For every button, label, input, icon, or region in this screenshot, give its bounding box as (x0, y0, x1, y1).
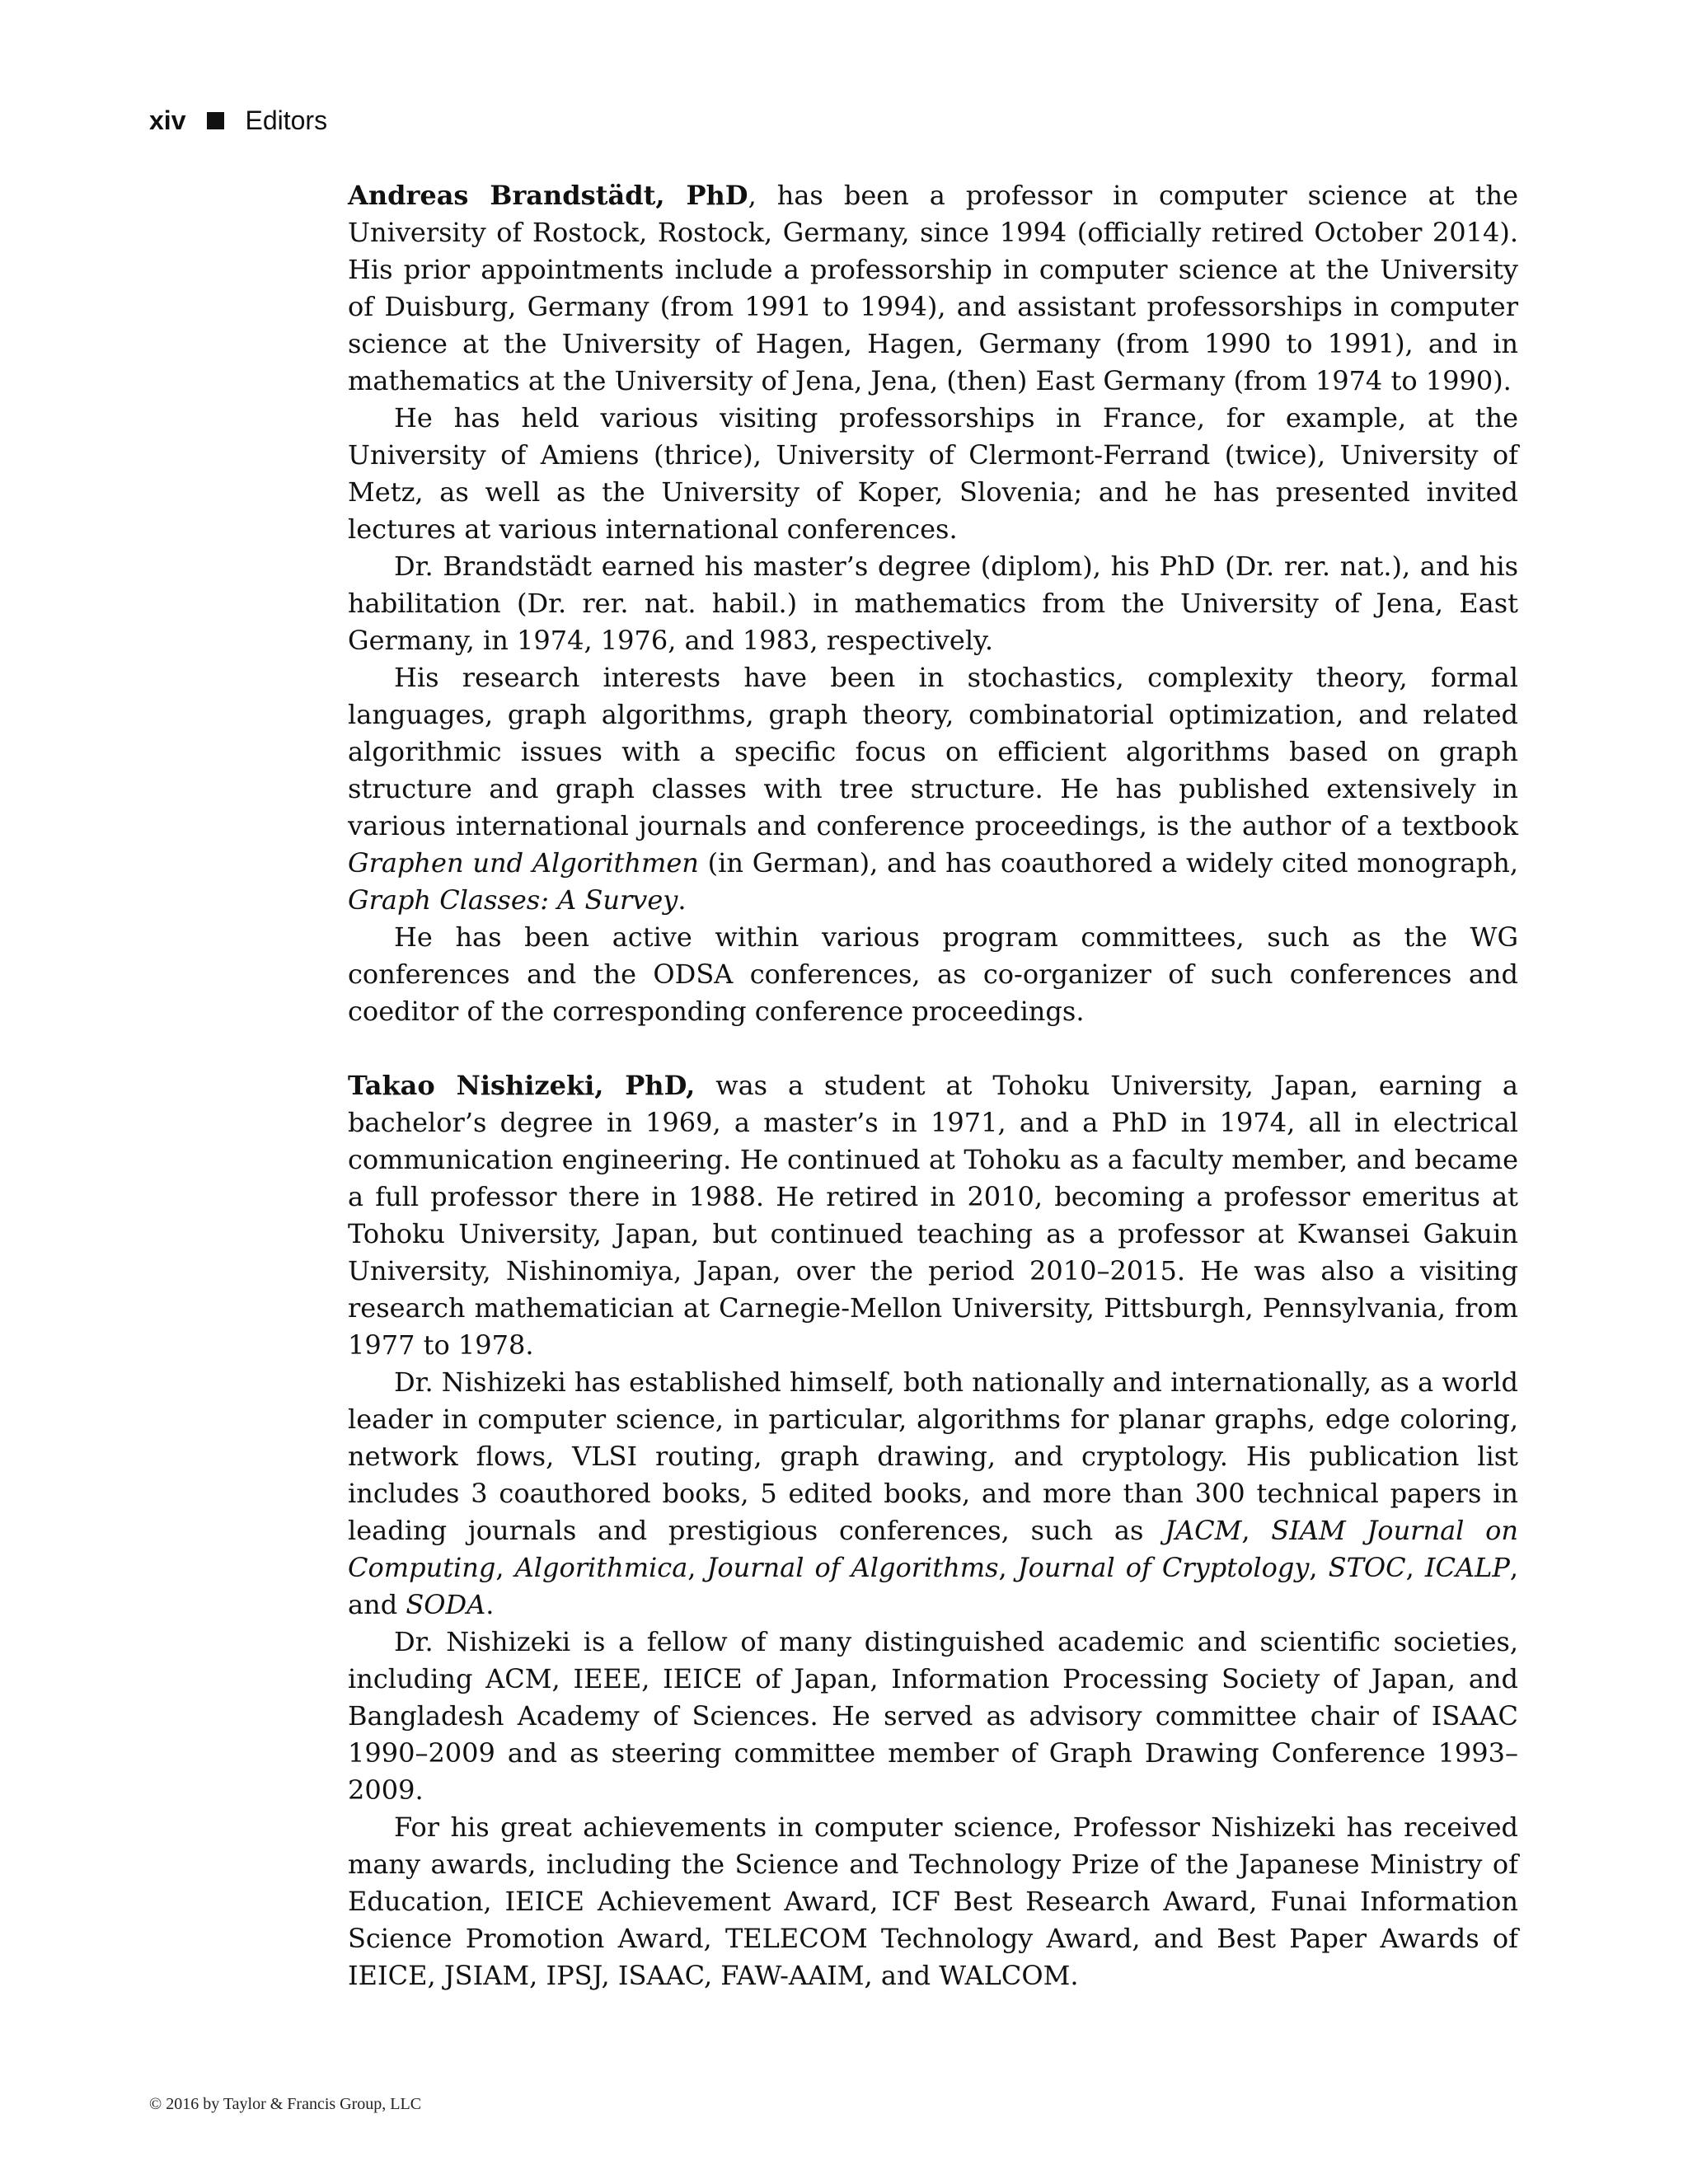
section-title: Editors (245, 105, 328, 135)
editors-content (348, 177, 1518, 1994)
bio-text: . (485, 1589, 495, 1620)
bio-paragraph (348, 659, 1518, 919)
bio-paragraph (348, 177, 1518, 400)
venue-name: Journal of Cryptology (1017, 1552, 1310, 1583)
venue-name: STOC (1328, 1552, 1406, 1583)
black-square-icon (207, 112, 224, 129)
bio-text: His research interests have been in stochastics, complexity theory, formal languages, graph algorithms, graph theory, combinatorial optimization, and related algorithmic issues with a specific focus on efficient algorithms based on graph structure and graph classes with tree structure. He has published extensively in various international journals and conference proceedings, is the author of a textbook (348, 662, 1518, 841)
bio-paragraph: He has held various visiting professorships in France, for example, at the University of Amiens (thrice), University of Clermont-Ferrand (twice), University of Metz, as well as the University of Koper, Slovenia; and he has presented invited lectures at various international conferences. (348, 402, 1518, 545)
bio-paragraph: Dr. Nishizeki has established himself, both nationally and internationally, as a world leader in computer science, in particular, algorithms for planar graphs, edge coloring, network flows, VLSI routing, graph drawing, and cryptology. His publication list includes 3 coauthored books, 5 edited books, and more than 300 technical papers in leading journals and prestigious conferences, such as JACM, SIAM Journal on Computing, Algorithmica, Journal of Algorithms, Journal of Cryptology, STOC, ICALP, and SODA. (348, 1366, 1519, 1620)
bio-nishizeki (348, 1067, 1518, 1994)
running-head (149, 104, 327, 137)
bio-name: Takao Nishizeki, PhD, (348, 1070, 696, 1101)
venue-name: ICALP (1424, 1552, 1510, 1583)
copyright-footer: © 2016 by Taylor & Francis Group, LLC (149, 2095, 422, 2113)
bio-paragraph (348, 1067, 1518, 1364)
book-title: Graph Classes: A Survey (348, 884, 678, 916)
bio-paragraph: Dr. Nishizeki is a fellow of many distinguished academic and scientific societies, including ACM, IEEE, IEICE of Japan, Information Processing Society of Japan, and Bangladesh Academy of Sciences. He served as advisory committee chair of ISAAC 1990–2009 and as steering committee member of Graph Drawing Conference 1993–2009. (348, 1626, 1518, 1806)
venue-name: SIAM Journal on Computing (348, 1515, 1519, 1583)
venue-name: JACM (1165, 1515, 1242, 1546)
venue-name: SODA (406, 1589, 486, 1620)
bio-text: , has been a professor in computer science at the University of Rostock, Rostock, Germany, since 1994 (officially retired October 2014). His prior appointments include a professorship in computer science at the University of Duisburg, Germany (from 1991 to 1994), and assistant professorships in computer science at the University of Hagen, Hagen, Germany (from 1990 to 1991), and in mathematics at the University of Jena, Jena, (then) East Germany (from 1974 to 1990). (348, 180, 1519, 396)
bio-text: Dr. Nishizeki has established himself, both nationally and internationally, as a world leader in computer science, in particular, algorithms for planar graphs, edge coloring, network flows, VLSI routing, graph drawing, and cryptology. His publication list includes 3 coauthored books, 5 edited books, and more than 300 technical papers in leading journals and prestigious conferences, such as (348, 1366, 1518, 1546)
bio-text: was a student at Tohoku University, Japan, earning a bachelor’s degree in 1969, a master’s in 1971, and a PhD in 1974, all in electrical communication engineering. He continued at Tohoku as a faculty member, and became a full professor there in 1988. He retired in 2010, becoming a professor emeritus at Tohoku University, Japan, but continued teaching as a professor at Kwansei Gakuin University, Nishinomiya, Japan, over the period 2010–2015. He was also a visiting research mathematician at Carnegie-Mellon University, Pittsburgh, Pennsylvania, from 1977 to 1978. (348, 1070, 1519, 1361)
bio-text: (in German), and has coauthored a widely cited monograph, (698, 847, 1519, 879)
venue-name: Journal of Algorithms (706, 1552, 999, 1583)
bio-paragraph: He has been active within various program committees, such as the WG conferences and the ODSA conferences, as co-organizer of such conferences and coeditor of the corresponding conference proceedings. (348, 921, 1518, 1027)
venue-name: Algorithmica (514, 1552, 688, 1583)
bio-paragraph: Dr. Brandstädt earned his master’s degree (diplom), his PhD (Dr. rer. nat.), and his habilitation (Dr. rer. nat. habil.) in mathematics from the University of Jena, East Germany, in 1974, 1976, and 1983, respectively. (348, 551, 1518, 656)
book-title: Graphen und Algorithmen (348, 847, 699, 879)
bio-brandstadt (348, 177, 1518, 1030)
bio-paragraph: For his great achievements in computer science, Professor Nishizeki has received many awards, including the Science and Technology Prize of the Japanese Ministry of Education, IEICE Achievement Award, ICF Best Research Award, Funai Information Science Promotion Award, TELECOM Technology Award, and Best Paper Awards of IEICE, JSIAM, IPSJ, ISAAC, FAW-AAIM, and WALCOM. (348, 1811, 1518, 1991)
bio-name: Andreas Brandstädt, PhD (348, 180, 748, 211)
page-number: xiv (149, 105, 186, 135)
bio-text: . (678, 884, 687, 916)
